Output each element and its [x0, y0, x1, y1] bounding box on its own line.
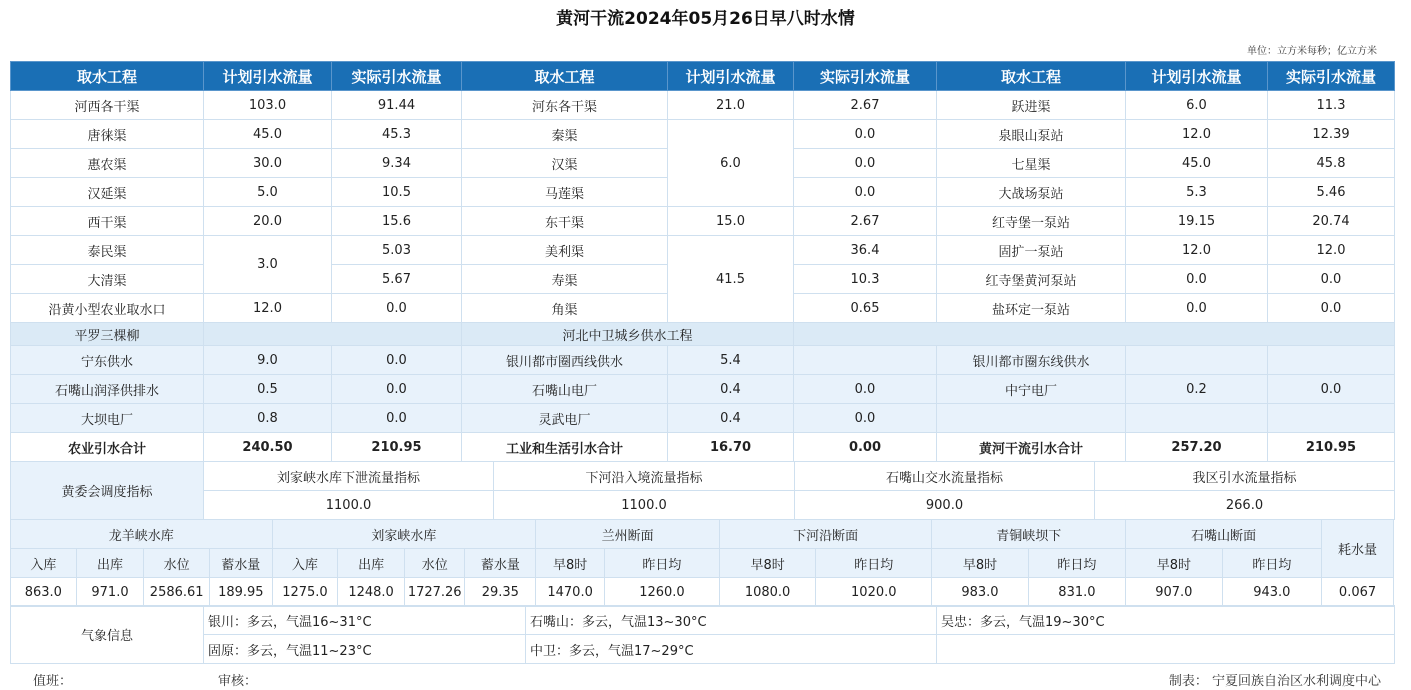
sub-avg: 昨日均 [816, 549, 932, 578]
table-row [11, 404, 1395, 433]
plan-value: 0.2 [1126, 375, 1268, 404]
weather-shizuishan: 石嘴山：多云，气温13~30°C [526, 606, 937, 635]
reservoir-value-row [11, 578, 1394, 607]
header-row [11, 62, 1395, 91]
sub-out: 出库 [76, 549, 144, 578]
plan-value: 5.3 [1126, 178, 1268, 207]
dispatch-item-name: 下河沿入境流量指标 [494, 462, 795, 491]
xiaheyan-am8: 1080.0 [719, 578, 815, 607]
longyang-storage: 189.95 [210, 578, 273, 607]
xiaheyan-avg: 1020.0 [816, 578, 932, 607]
section-left: 平罗三棵柳 [11, 323, 204, 346]
plan-value: 20.0 [204, 207, 332, 236]
actual-value: 9.34 [332, 149, 462, 178]
project-name: 惠农渠 [11, 149, 204, 178]
weather-guyuan: 固原：多云，气温11~23°C [204, 635, 526, 664]
dispatch-item-value: 900.0 [795, 491, 1095, 520]
table-row [11, 91, 1395, 120]
header-plan: 计划引水流量 [204, 62, 332, 91]
header-project: 取水工程 [462, 62, 668, 91]
plan-value: 41.5 [668, 236, 794, 323]
project-name: 大战场泵站 [937, 178, 1126, 207]
sub-am8: 早8时 [932, 549, 1028, 578]
project-name: 固扩一泵站 [937, 236, 1126, 265]
actual-value: 0.0 [332, 375, 462, 404]
project-name: 红寺堡一泵站 [937, 207, 1126, 236]
footer-maker: 制表： 宁夏回族自治区水利调度中心 [1168, 674, 1381, 689]
footer-review: 审核： [218, 674, 258, 689]
sub-out: 出库 [338, 549, 405, 578]
agri-total-plan: 240.50 [204, 433, 332, 462]
liujia-storage: 29.35 [465, 578, 536, 607]
sub-avg: 昨日均 [604, 549, 719, 578]
project-name: 唐徕渠 [11, 120, 204, 149]
plan-value: 12.0 [1126, 236, 1268, 265]
plan-value: 3.0 [204, 236, 332, 294]
actual-value [1268, 404, 1395, 433]
dispatch-table [10, 461, 1395, 520]
dispatch-item-value: 1100.0 [204, 491, 494, 520]
table-row [11, 120, 1395, 149]
sub-in: 入库 [11, 549, 77, 578]
plan-value: 6.0 [1126, 91, 1268, 120]
actual-value: 5.67 [332, 265, 462, 294]
agri-total-actual: 210.95 [332, 433, 462, 462]
actual-value: 5.03 [332, 236, 462, 265]
totals-row [11, 433, 1395, 462]
longyang-out: 971.0 [76, 578, 144, 607]
liujia-out: 1248.0 [338, 578, 405, 607]
actual-value: 0.0 [332, 404, 462, 433]
project-name: 河西各干渠 [11, 91, 204, 120]
section-mid: 河北中卫城乡供水工程 [462, 323, 794, 346]
project-name: 沿黄小型农业取水口 [11, 294, 204, 323]
dispatch-item-value: 266.0 [1095, 491, 1395, 520]
reservoir-table [10, 519, 1394, 607]
dispatch-label: 黄委会调度指标 [11, 462, 204, 520]
project-name: 马莲渠 [462, 178, 668, 207]
reservoir-subheader-row [11, 549, 1394, 578]
longyang-header: 龙羊峡水库 [11, 520, 273, 549]
project-name: 银川都市圈东线供水 [937, 346, 1126, 375]
liujia-header: 刘家峡水库 [272, 520, 536, 549]
project-name: 灵武电厂 [462, 404, 668, 433]
lanzhou-header: 兰州断面 [536, 520, 720, 549]
project-name: 银川都市圈西线供水 [462, 346, 668, 375]
actual-value: 0.0 [1268, 375, 1395, 404]
sub-avg: 昨日均 [1028, 549, 1125, 578]
project-name: 红寺堡黄河泵站 [937, 265, 1126, 294]
actual-value: 91.44 [332, 91, 462, 120]
industrial-total-plan: 16.70 [668, 433, 794, 462]
actual-value: 0.0 [794, 404, 937, 433]
weather-label: 气象信息 [11, 606, 204, 664]
lanzhou-am8: 1470.0 [536, 578, 605, 607]
diversion-table [10, 61, 1395, 462]
industrial-total-actual: 0.00 [794, 433, 937, 462]
project-name [937, 404, 1126, 433]
plan-value [1126, 346, 1268, 375]
plan-value: 0.4 [668, 375, 794, 404]
qingtong-am8: 983.0 [932, 578, 1028, 607]
project-name: 七星渠 [937, 149, 1126, 178]
header-actual: 实际引水流量 [1268, 62, 1395, 91]
actual-value: 10.3 [794, 265, 937, 294]
unit-note: 单位：立方米每秒；亿立方米 [1247, 46, 1377, 57]
actual-value: 36.4 [794, 236, 937, 265]
actual-value: 0.0 [794, 375, 937, 404]
sub-avg: 昨日均 [1222, 549, 1322, 578]
weather-table [10, 605, 1395, 664]
actual-value: 2.67 [794, 91, 937, 120]
mainstream-total-label: 黄河干流引水合计 [937, 433, 1126, 462]
actual-value: 10.5 [332, 178, 462, 207]
mainstream-total-actual: 210.95 [1268, 433, 1395, 462]
sub-in: 入库 [272, 549, 338, 578]
weather-zhongwei: 中卫：多云，气温17~29°C [526, 635, 937, 664]
plan-value: 6.0 [668, 120, 794, 207]
weather-wuzhong: 吴忠：多云，气温19~30°C [937, 606, 1395, 635]
plan-value: 45.0 [1126, 149, 1268, 178]
plan-value: 0.5 [204, 375, 332, 404]
table-row [11, 346, 1395, 375]
plan-value: 12.0 [204, 294, 332, 323]
project-name: 中宁电厂 [937, 375, 1126, 404]
project-name: 寿渠 [462, 265, 668, 294]
qingtong-avg: 831.0 [1028, 578, 1125, 607]
actual-value: 0.0 [1268, 265, 1395, 294]
dispatch-item-name: 石嘴山交水流量指标 [795, 462, 1095, 491]
project-name: 大清渠 [11, 265, 204, 294]
sub-am8: 早8时 [536, 549, 605, 578]
project-name: 石嘴山电厂 [462, 375, 668, 404]
header-plan: 计划引水流量 [1126, 62, 1268, 91]
project-name: 西干渠 [11, 207, 204, 236]
project-name: 跃进渠 [937, 91, 1126, 120]
plan-value: 15.0 [668, 207, 794, 236]
project-name: 宁东供水 [11, 346, 204, 375]
header-actual: 实际引水流量 [794, 62, 937, 91]
weather-empty [937, 635, 1395, 664]
plan-value: 5.0 [204, 178, 332, 207]
qingtong-header: 青铜峡坝下 [932, 520, 1126, 549]
project-name: 角渠 [462, 294, 668, 323]
dispatch-item-name: 我区引水流量指标 [1095, 462, 1395, 491]
dispatch-value-row [11, 491, 1395, 520]
longyang-in: 863.0 [11, 578, 77, 607]
plan-value: 0.0 [1126, 294, 1268, 323]
table-row [11, 236, 1395, 265]
shizuishan-header: 石嘴山断面 [1126, 520, 1322, 549]
project-name: 大坝电厂 [11, 404, 204, 433]
actual-value: 0.0 [332, 346, 462, 375]
project-name: 汉渠 [462, 149, 668, 178]
table-row [11, 375, 1395, 404]
project-name: 秦渠 [462, 120, 668, 149]
actual-value: 15.6 [332, 207, 462, 236]
plan-value: 21.0 [668, 91, 794, 120]
agri-total-label: 农业引水合计 [11, 433, 204, 462]
sub-level: 水位 [404, 549, 465, 578]
shizuishan-am8: 907.0 [1126, 578, 1222, 607]
sub-am8: 早8时 [1126, 549, 1222, 578]
actual-value: 0.0 [794, 120, 937, 149]
plan-value: 45.0 [204, 120, 332, 149]
project-name: 汉延渠 [11, 178, 204, 207]
actual-value [1268, 346, 1395, 375]
project-name: 美利渠 [462, 236, 668, 265]
header-actual: 实际引水流量 [332, 62, 462, 91]
actual-value: 0.0 [794, 149, 937, 178]
project-name: 盐环定一泵站 [937, 294, 1126, 323]
xiaheyan-header: 下河沿断面 [719, 520, 931, 549]
plan-value [1126, 404, 1268, 433]
actual-value: 0.65 [794, 294, 937, 323]
sub-level: 水位 [144, 549, 210, 578]
table-row [11, 207, 1395, 236]
project-name: 石嘴山润泽供排水 [11, 375, 204, 404]
section-row [11, 323, 1395, 346]
project-name: 泰民渠 [11, 236, 204, 265]
mainstream-total-plan: 257.20 [1126, 433, 1268, 462]
plan-value: 30.0 [204, 149, 332, 178]
plan-value: 0.8 [204, 404, 332, 433]
dispatch-item-name: 刘家峡水库下泄流量指标 [204, 462, 494, 491]
actual-value: 5.46 [1268, 178, 1395, 207]
liujia-in: 1275.0 [272, 578, 338, 607]
actual-value [794, 346, 937, 375]
actual-value: 12.0 [1268, 236, 1395, 265]
actual-value: 45.3 [332, 120, 462, 149]
plan-value: 0.0 [1126, 265, 1268, 294]
plan-value: 103.0 [204, 91, 332, 120]
actual-value: 20.74 [1268, 207, 1395, 236]
actual-value: 12.39 [1268, 120, 1395, 149]
sub-storage: 蓄水量 [210, 549, 273, 578]
project-name: 东干渠 [462, 207, 668, 236]
actual-value: 11.3 [1268, 91, 1395, 120]
actual-value: 0.0 [794, 178, 937, 207]
section-blank [204, 323, 462, 346]
lanzhou-avg: 1260.0 [604, 578, 719, 607]
section-blank [794, 323, 1395, 346]
actual-value: 0.0 [1268, 294, 1395, 323]
weather-row [11, 635, 1395, 664]
reservoir-header-row [11, 520, 1394, 549]
project-name: 泉眼山泵站 [937, 120, 1126, 149]
industrial-total-label: 工业和生活引水合计 [462, 433, 668, 462]
plan-value: 5.4 [668, 346, 794, 375]
plan-value: 9.0 [204, 346, 332, 375]
header-plan: 计划引水流量 [668, 62, 794, 91]
footer-duty: 值班： [33, 674, 73, 689]
page-title: 黄河干流2024年05月26日早八时水情 [556, 9, 855, 29]
weather-row [11, 606, 1395, 635]
actual-value: 45.8 [1268, 149, 1395, 178]
project-name: 河东各干渠 [462, 91, 668, 120]
header-project: 取水工程 [11, 62, 204, 91]
weather-yinchuan: 银川：多云，气温16~31°C [204, 606, 526, 635]
plan-value: 12.0 [1126, 120, 1268, 149]
actual-value: 2.67 [794, 207, 937, 236]
consumption-header: 耗水量 [1322, 520, 1394, 578]
dispatch-header-row [11, 462, 1395, 491]
sub-storage: 蓄水量 [465, 549, 536, 578]
dispatch-item-value: 1100.0 [494, 491, 795, 520]
longyang-level: 2586.61 [144, 578, 210, 607]
consumption-value: 0.067 [1322, 578, 1394, 607]
header-project: 取水工程 [937, 62, 1126, 91]
sub-am8: 早8时 [719, 549, 815, 578]
shizuishan-avg: 943.0 [1222, 578, 1322, 607]
plan-value: 0.4 [668, 404, 794, 433]
actual-value: 0.0 [332, 294, 462, 323]
plan-value: 19.15 [1126, 207, 1268, 236]
liujia-level: 1727.26 [404, 578, 465, 607]
